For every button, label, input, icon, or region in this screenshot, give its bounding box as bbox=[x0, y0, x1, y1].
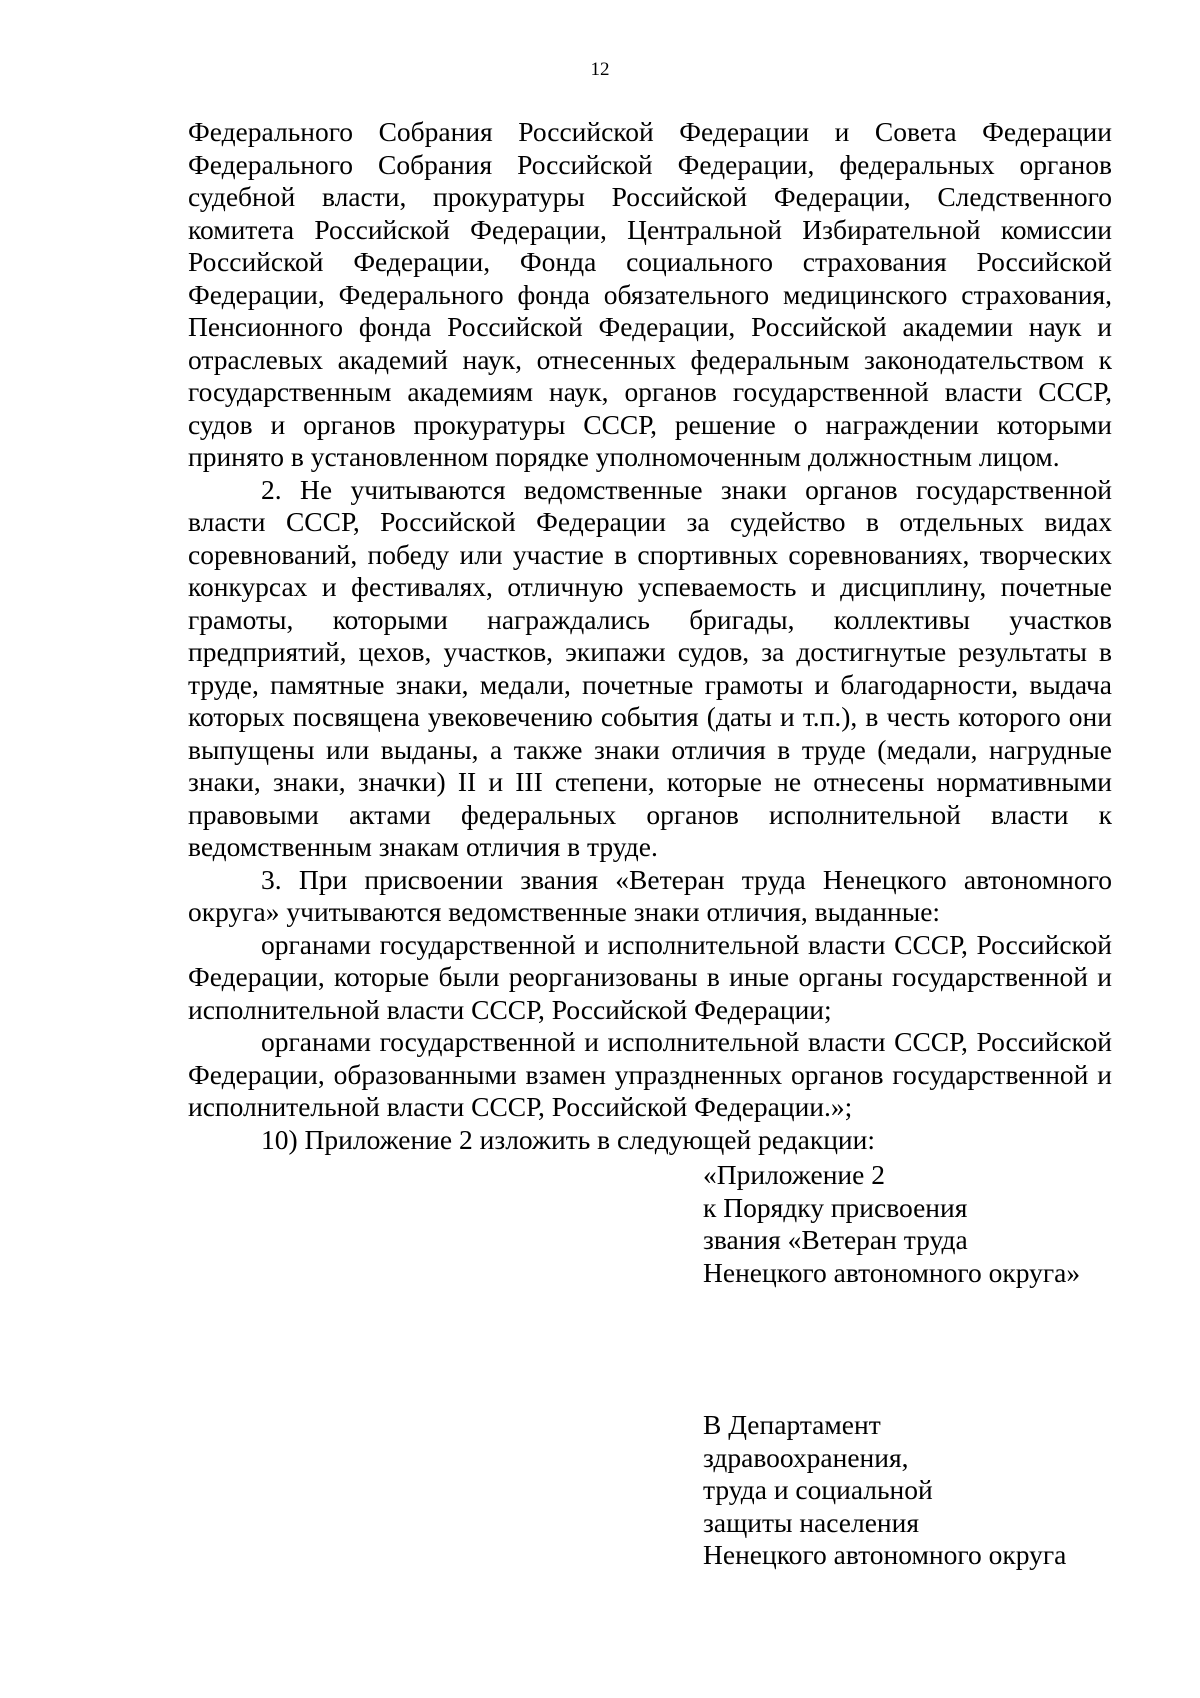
appendix-heading-line: к Порядку присвоения bbox=[703, 1191, 968, 1223]
paragraph-item-2: 2. Не учитываются ведомственные знаки органов государственной власти СССР, Российской Федерации за судейство в отдельных видах соревнований, победу или участие в спортивных соревнованиях, творческих конкурсах и фестивалях, отличную успеваемость и дисциплину, почетные грамоты, которыми награждались бригады, коллективы участков предприятий, цехов, участков, экипажи судов, за достигнутые результаты в труде, памятные знаки, медали, почетные грамоты и благодарности, выдача которых посвящена увековечению события (даты и т.п.), в честь которого они выпущены или выданы, а также знаки отличия в труде (медали, нагрудные знаки, знаки, значки) II и III степени, которые не отнесены нормативными правовыми актами федеральных органов исполнительной власти к ведомственным знакам отличия в труде. bbox=[188, 473, 1112, 862]
paragraph-item-3: 3. При присвоении звания «Ветеран труда Ненецкого автономного округа» учитываются ведомственные знаки отличия, выданные: bbox=[188, 863, 1112, 927]
paragraph-continuation: Федерального Собрания Российской Федерации и Совета Федерации Федерального Собрания Российской Федерации, федеральных органов судебной власти, прокуратуры Российской Федерации, Следственного комитета Российской Федерации, Центральной Избирательной комиссии Российской Федерации, Фонда социального страхования Российской Федерации, Федерального фонда обязательного медицинского страхования, Пенсионного фонда Российской Федерации, Российской академии наук и отраслевых академий наук, отнесенных федеральным законодательством к государственным академиям наук, органов государственной власти СССР, судов и органов прокуратуры СССР, решение о награждении которыми принято в установленном порядке уполномоченным должностным лицом. bbox=[188, 116, 1112, 472]
addressee-line: здравоохранения, bbox=[703, 1441, 909, 1473]
paragraph-item-10: 10) Приложение 2 изложить в следующей редакции: bbox=[261, 1123, 875, 1155]
addressee-line: труда и социальной bbox=[703, 1474, 933, 1505]
paragraph-subitem-reorganized: органами государственной и исполнительной власти СССР, Российской Федерации, которые были реорганизованы в иные органы государственной и исполнительной власти СССР, Российской Федерации; bbox=[188, 928, 1112, 1025]
page-number: 12 bbox=[590, 59, 610, 80]
addressee-line: Ненецкого автономного округа bbox=[703, 1539, 1067, 1570]
document-body bbox=[188, 116, 1112, 1156]
appendix-heading-line: звания «Ветеран труда bbox=[703, 1224, 968, 1255]
addressee-line: В Департамент bbox=[703, 1409, 881, 1440]
addressee-block bbox=[703, 1409, 1123, 1572]
appendix-heading-line: Ненецкого автономного округа» bbox=[703, 1256, 1081, 1288]
paragraph-subitem-formed: органами государственной и исполнительной власти СССР, Российской Федерации, образованными взамен упраздненных органов государственной и исполнительной власти СССР, Российской Федерации.»; bbox=[188, 1026, 1112, 1122]
appendix-heading-line: «Приложение 2 bbox=[703, 1159, 885, 1190]
addressee-line: защиты населения bbox=[703, 1506, 920, 1538]
appendix-heading bbox=[703, 1159, 1123, 1289]
